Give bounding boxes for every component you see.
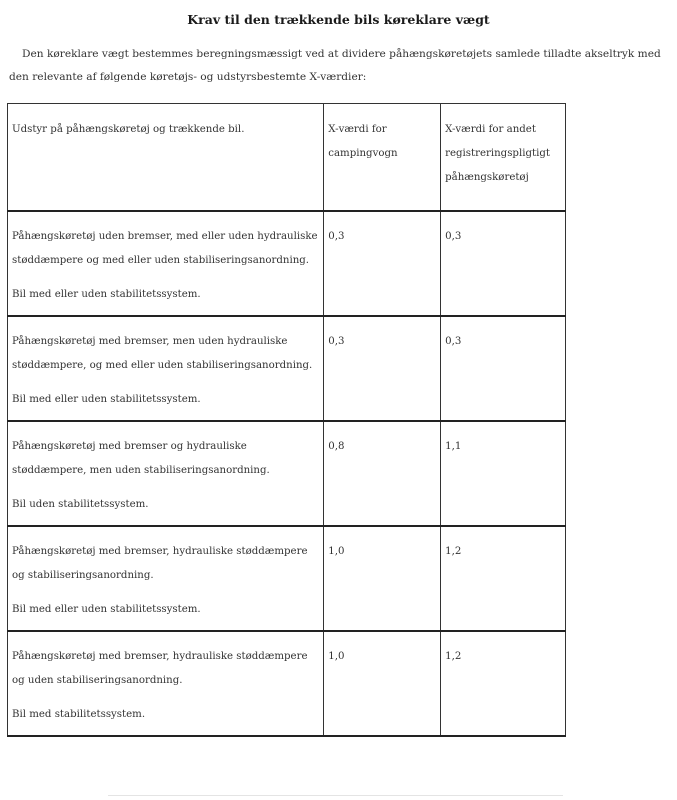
x-other-value: 1,1 — [441, 421, 566, 526]
x-caravan-value: 0,8 — [324, 421, 441, 526]
car-description: Bil med stabilitetssystem. — [12, 709, 146, 720]
table-row — [8, 526, 566, 631]
x-caravan-value: 1,0 — [324, 526, 441, 631]
document-title: Krav til den trækkende bils køreklare vægt — [187, 12, 490, 27]
header-x-caravan: X-værdi for campingvogn — [324, 104, 441, 212]
table-row — [8, 631, 566, 736]
x-other-value: 0,3 — [441, 211, 566, 316]
car-description: Bil med eller uden stabilitetssystem. — [12, 604, 201, 615]
trailer-description: Påhængskøretøj med bremser, men uden hydrauliske støddæmpere, og med eller uden stabiliseringsanordning. — [12, 336, 313, 371]
x-other-value: 1,2 — [441, 526, 566, 631]
trailer-description: Påhængskøretøj med bremser og hydrauliske støddæmpere, men uden stabiliseringsanordning. — [12, 441, 270, 476]
x-other-value: 0,3 — [441, 316, 566, 421]
x-caravan-value: 0,3 — [324, 211, 441, 316]
table-header-row — [8, 104, 566, 212]
intro-paragraph: Den køreklare vægt bestemmes beregningsmæssigt ved at dividere påhængskøretøjets samlede tilladte akseltryk med den relevante af følgende køretøjs- og udstyrsbestemte X-værdier: — [9, 48, 661, 83]
car-description: Bil med eller uden stabilitetssystem. — [12, 394, 201, 405]
x-other-value: 1,2 — [441, 631, 566, 736]
trailer-description: Påhængskøretøj uden bremser, med eller uden hydrauliske støddæmpere og med eller uden stabiliseringsanordning. — [12, 231, 318, 266]
x-caravan-value: 1,0 — [324, 631, 441, 736]
equipment-cell — [8, 211, 324, 316]
bottom-divider — [108, 795, 563, 796]
car-description: Bil med eller uden stabilitetssystem. — [12, 289, 201, 300]
table-row — [8, 316, 566, 421]
equipment-cell — [8, 526, 324, 631]
header-equipment: Udstyr på påhængskøretøj og trækkende bil. — [8, 104, 324, 212]
car-description: Bil uden stabilitetssystem. — [12, 499, 149, 510]
header-x-other: X-værdi for andet registreringspligtigt påhængskøretøj — [441, 104, 566, 212]
equipment-cell — [8, 421, 324, 526]
equipment-cell — [8, 631, 324, 736]
equipment-cell — [8, 316, 324, 421]
table-row — [8, 421, 566, 526]
x-caravan-value: 0,3 — [324, 316, 441, 421]
trailer-description: Påhængskøretøj med bremser, hydrauliske støddæmpere og stabiliseringsanordning. — [12, 546, 308, 581]
table-row — [8, 211, 566, 316]
x-value-table — [7, 103, 566, 737]
trailer-description: Påhængskøretøj med bremser, hydrauliske støddæmpere og uden stabiliseringsanordning. — [12, 651, 308, 686]
